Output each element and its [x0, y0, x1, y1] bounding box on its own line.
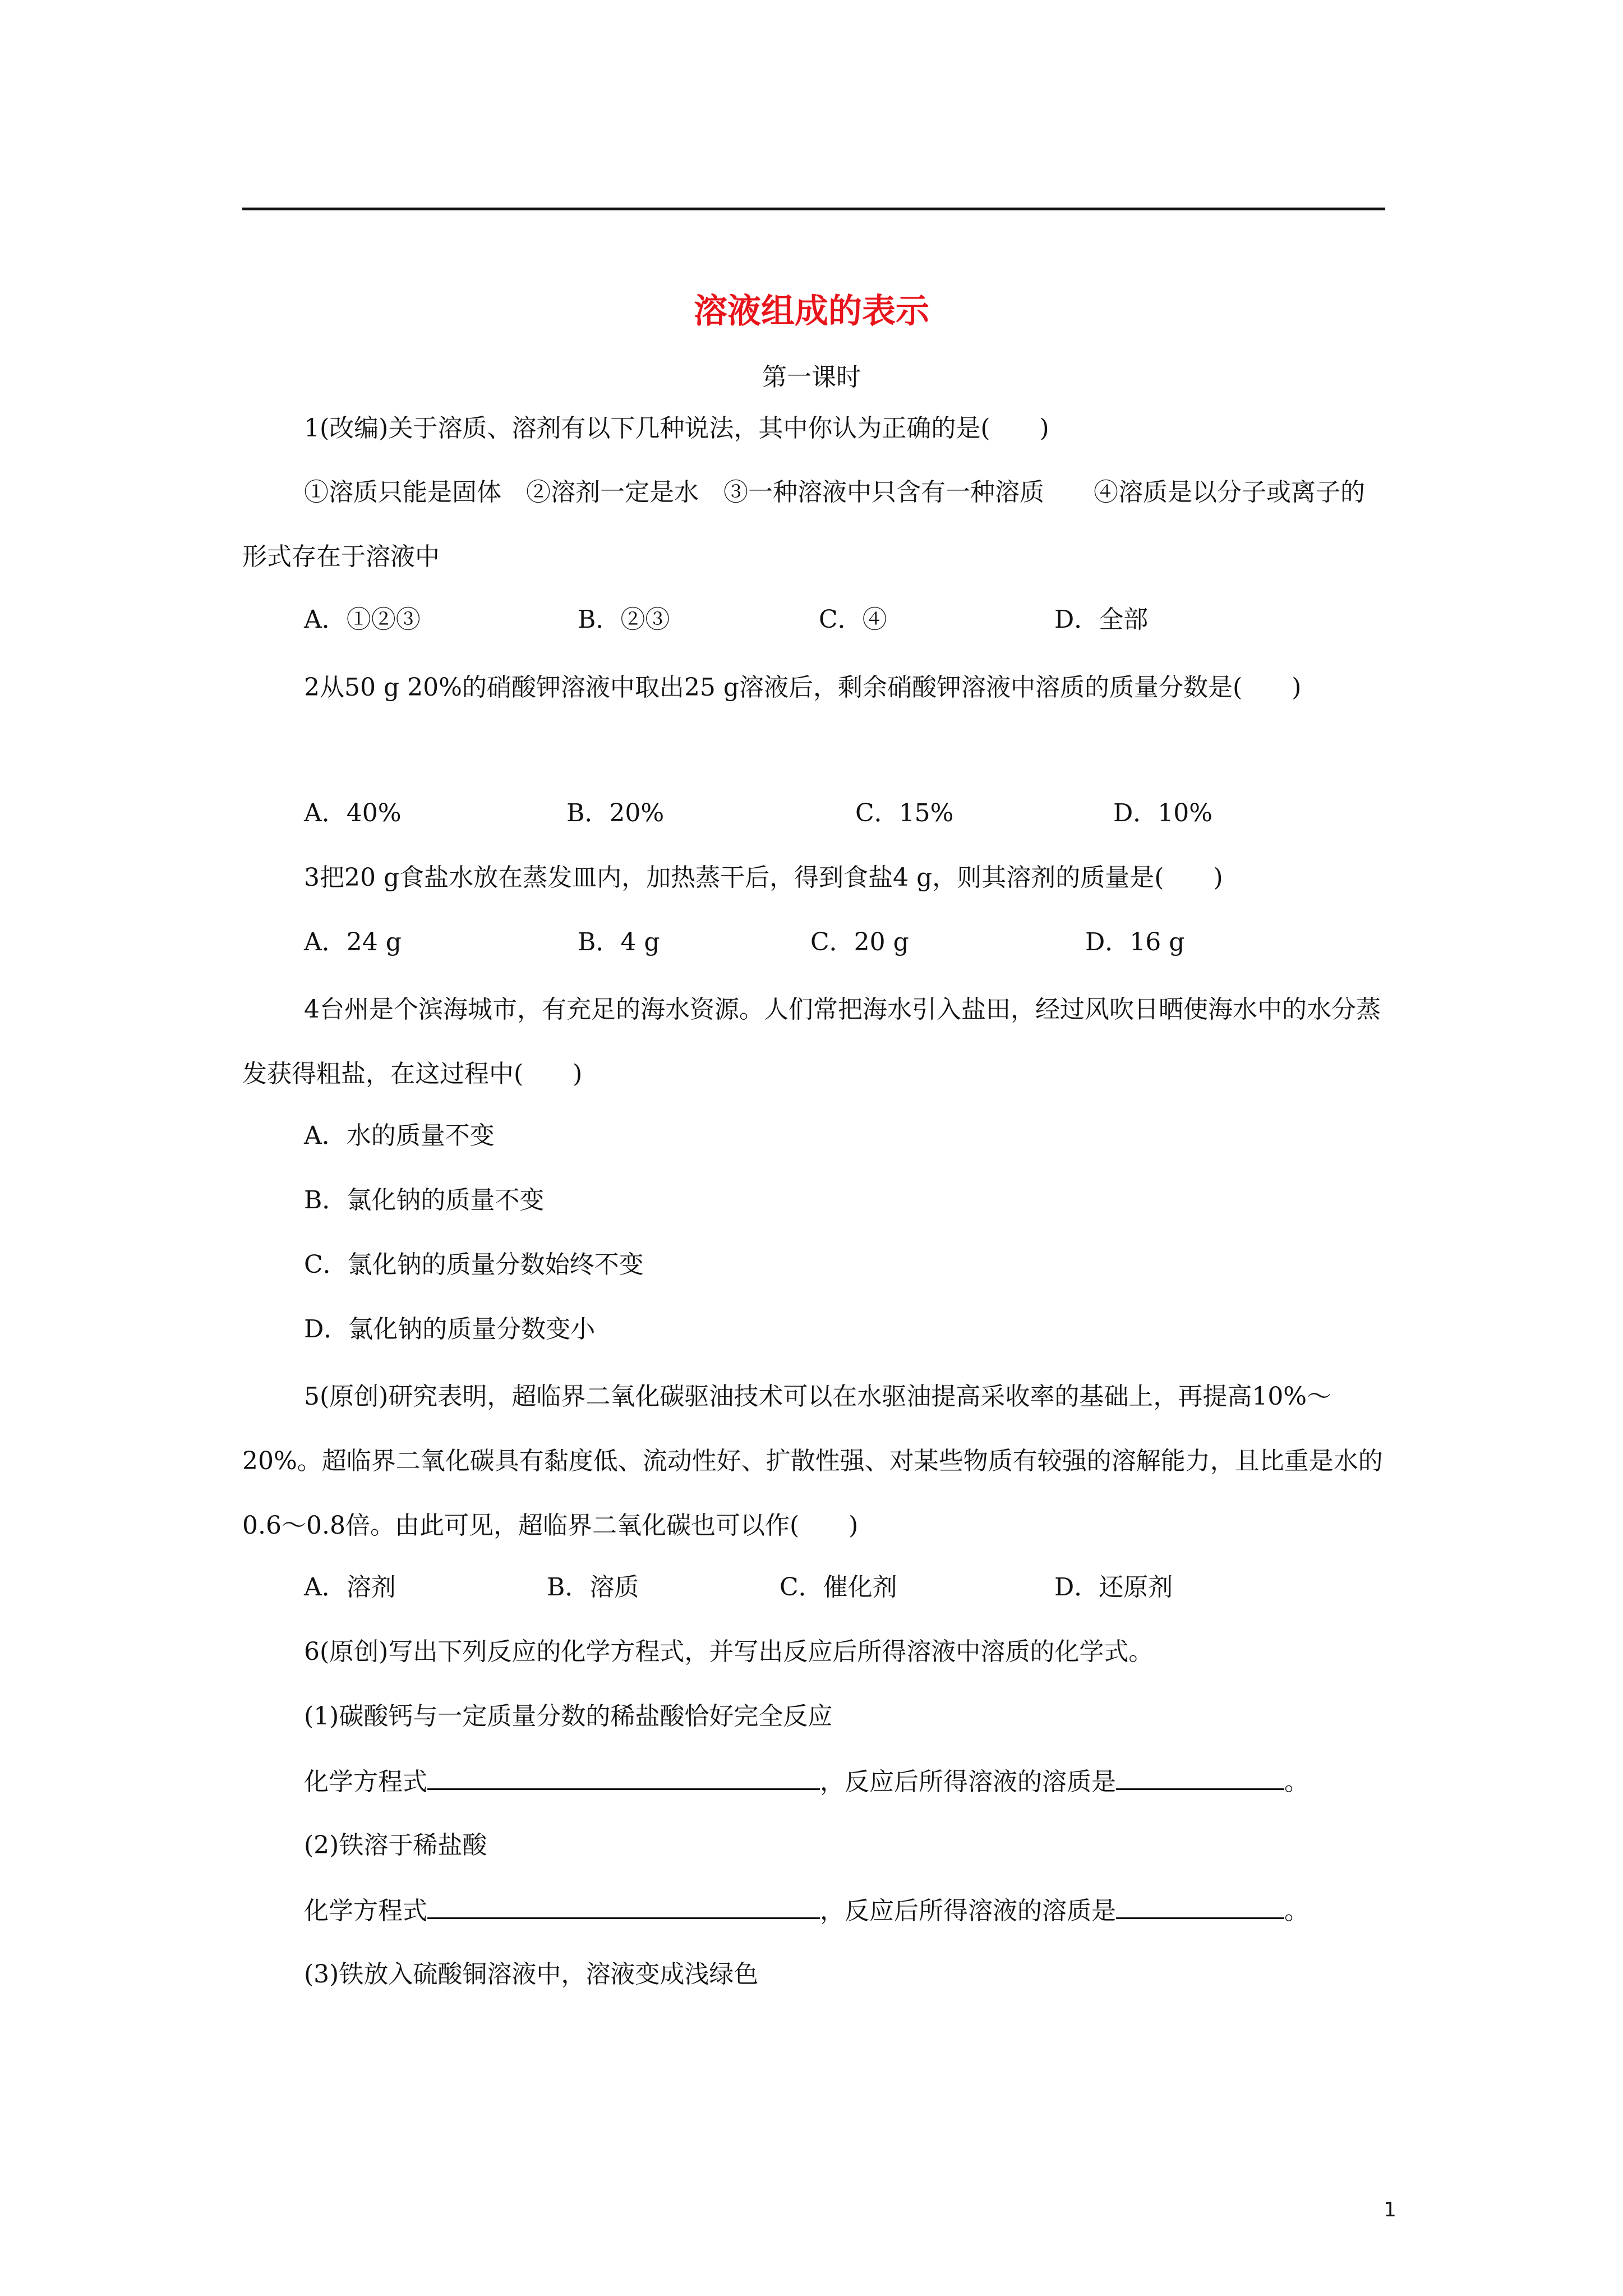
- q2-option-a: A．40%: [304, 799, 402, 827]
- equation-label: 化学方程式: [304, 1768, 427, 1796]
- q3-option-a: A．24 g: [304, 928, 402, 956]
- q3-option-d: D．16 g: [1085, 928, 1185, 956]
- q2-stem: 2从50 g 20%的硝酸钾溶液中取出25 g溶液后，剩余硝酸钾溶液中溶质的质量分数是( ): [304, 673, 1302, 702]
- equation-blank-1[interactable]: [427, 1761, 820, 1790]
- q5-stem: 5(原创)研究表明，超临界二氧化碳驱油技术可以在水驱油提高采收率的基础上，再提高10%～20%。超临界二氧化碳具有黏度低、流动性好、扩散性强、对某些物质有较强的溶解能力，且比重是水的0.6～0.8倍。由此可见，超临界二氧化碳也可以作( ): [242, 1382, 1383, 1540]
- q2-option-d: D．10%: [1113, 799, 1213, 827]
- q6-sub1-answer-line: [304, 1761, 1309, 1802]
- q5-option-b: B．溶质: [547, 1573, 639, 1602]
- q3-option-c: C．20 g: [810, 928, 909, 956]
- q1-statements: ①溶质只能是固体 ②溶剂一定是水 ③一种溶液中只含有一种溶质 ④溶质是以分子或离子的形式存在于溶液中: [242, 478, 1365, 571]
- q2-option-c: C．15%: [855, 799, 954, 827]
- solute-blank-2[interactable]: [1116, 1890, 1284, 1919]
- q4-stem: 4台州是个滨海城市，有充足的海水资源。人们常把海水引入盐田，经过风吹日晒使海水中的水分蒸发获得粗盐，在这过程中( ): [242, 995, 1381, 1088]
- q6-sub1: (1)碳酸钙与一定质量分数的稀盐酸恰好完全反应: [304, 1702, 833, 1731]
- end-mark: 。: [1284, 1897, 1309, 1925]
- q6-stem: 6(原创)写出下列反应的化学方程式，并写出反应后所得溶液中溶质的化学式。: [304, 1637, 1154, 1666]
- q4-option-b: B．氯化钠的质量不变: [304, 1186, 545, 1214]
- q1-option-c: C．④: [819, 605, 887, 634]
- q4-option-c: C．氯化钠的质量分数始终不变: [304, 1250, 644, 1279]
- q1-option-b: B．②③: [578, 605, 670, 634]
- solute-label: ，反应后所得溶液的溶质是: [820, 1768, 1116, 1796]
- q4-option-d: D．氯化钠的质量分数变小: [304, 1315, 596, 1343]
- page-number: 1: [1384, 2198, 1396, 2221]
- q5-option-a: A．溶剂: [304, 1573, 396, 1602]
- solute-label: ，反应后所得溶液的溶质是: [820, 1897, 1116, 1925]
- q2-option-b: B．20%: [566, 799, 665, 827]
- end-mark: 。: [1284, 1768, 1309, 1796]
- q1-option-d: D．全部: [1054, 605, 1149, 634]
- q4-option-a: A．水的质量不变: [304, 1121, 495, 1150]
- equation-blank-2[interactable]: [427, 1890, 820, 1919]
- document-title: 溶液组成的表示: [694, 292, 929, 331]
- q6-sub2-answer-line: [304, 1890, 1309, 1931]
- q6-sub2: (2)铁溶于稀盐酸: [304, 1831, 487, 1860]
- q3-option-b: B．4 g: [578, 928, 660, 956]
- q5-option-d: D．还原剂: [1054, 1573, 1173, 1602]
- equation-label: 化学方程式: [304, 1897, 427, 1925]
- q3-stem: 3把20 g食盐水放在蒸发皿内，加热蒸干后，得到食盐4 g，则其溶剂的质量是( ): [304, 863, 1223, 892]
- header-rule: [242, 208, 1385, 210]
- solute-blank-1[interactable]: [1116, 1761, 1284, 1790]
- q1-stem: 1(改编)关于溶质、溶剂有以下几种说法，其中你认为正确的是( ): [304, 414, 1049, 443]
- q6-sub3: (3)铁放入硫酸铜溶液中，溶液变成浅绿色: [304, 1960, 759, 1989]
- q1-option-a: A．①②③: [304, 605, 421, 634]
- q5-option-c: C．催化剂: [780, 1573, 897, 1602]
- document-subtitle: 第一课时: [762, 363, 861, 392]
